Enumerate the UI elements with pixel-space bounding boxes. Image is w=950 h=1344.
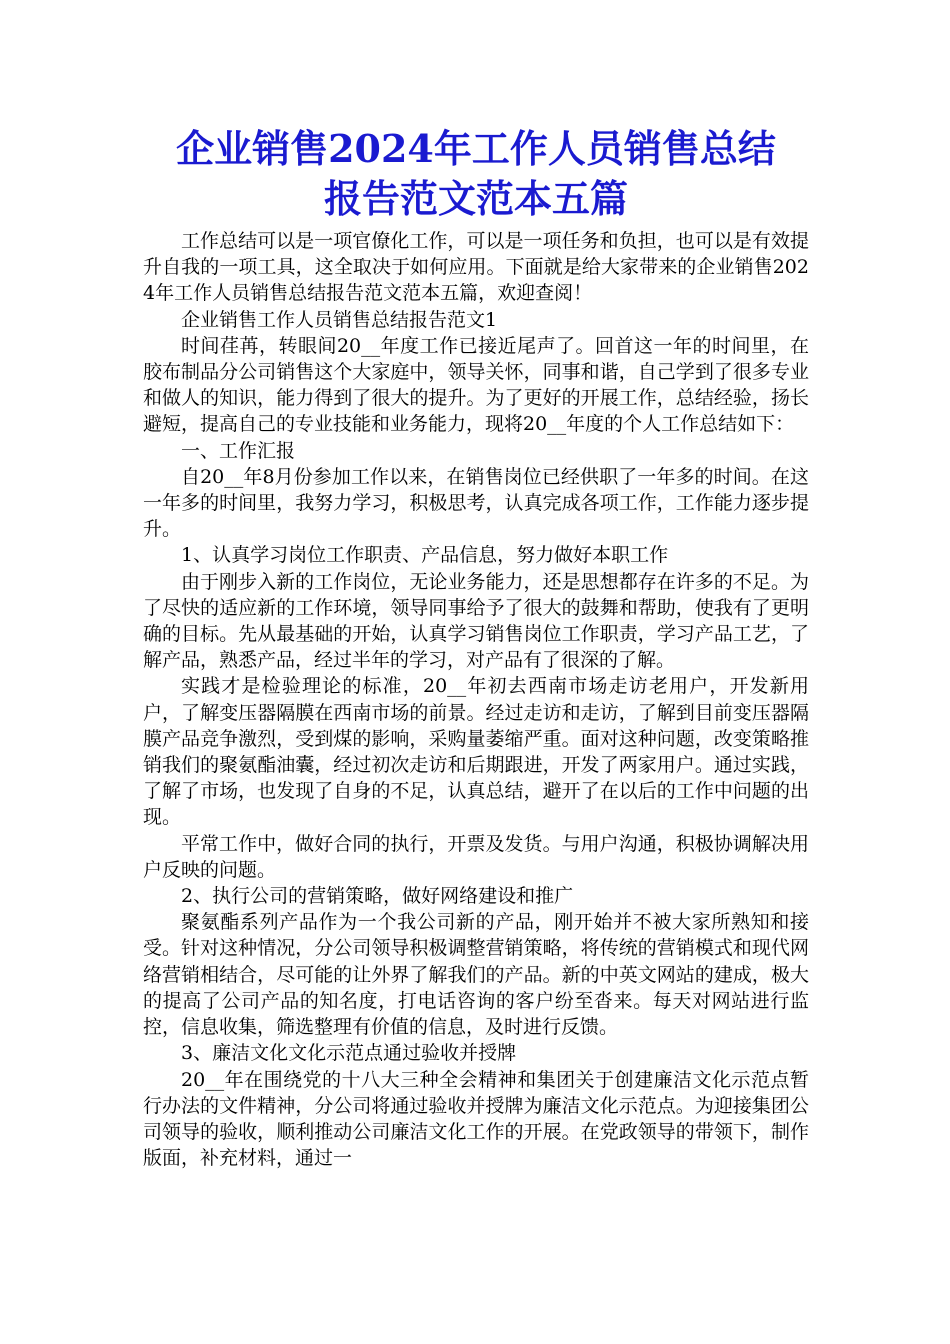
document-page: [143, 0, 809, 1171]
section-heading-fanwen-1: 企业销售工作人员销售总结报告范文1: [181, 308, 498, 331]
subsection-heading-3: 3、廉洁文化文化示范点通过验收并授牌: [181, 1042, 517, 1065]
body-paragraph: 实践才是检验理论的标准，20__年初去西南市场走访老用户，开发新用户，了解变压器隔膜在西南市场的前景。经过走访和走访，了解到目前变压器隔膜产品竞争激烈，受到煤的影响，采购量萎缩严重。面对这种问题，改变策略推销我们的聚氨酯油囊，经过初次走访和后期跟进，开发了两家用户。通过实践，了解了市场，也发现了自身的不足，认真总结，避开了在以后的工作中问题的出现。: [143, 675, 809, 829]
document-title-line-2: 报告范文范本五篇: [323, 176, 628, 221]
body-paragraph: 时间荏苒，转眼间20__年度工作已接近尾声了。回首这一年的时间里，在胶布制品分公司销售这个大家庭中，领导关怀，同事和谐，自己学到了很多专业和做人的知识，能力得到了很大的提升。为了更好的开展工作，总结经验，扬长避短，提高自己的专业技能和业务能力，现将20__年度的个人工作总结如下：: [143, 334, 809, 436]
document-title-line-1: 企业销售2024年工作人员销售总结: [176, 126, 776, 171]
body-paragraph: 自20__年8月份参加工作以来，在销售岗位已经供职了一年多的时间。在这一年多的时间里，我努力学习，积极思考，认真完成各项工作，工作能力逐步提升。: [143, 465, 809, 541]
document-title: [143, 124, 809, 224]
subsection-heading-1: 1、认真学习岗位工作职责、产品信息，努力做好本职工作: [181, 544, 669, 567]
body-paragraph: 平常工作中，做好合同的执行，开票及发货。与用户沟通，积极协调解决用户反映的问题。: [143, 832, 809, 881]
intro-paragraph: 工作总结可以是一项官僚化工作，可以是一项任务和负担，也可以是有效提升自我的一项工具，这全取决于如何应用。下面就是给大家带来的企业销售2024年工作人员销售总结报告范文范本五篇，欢迎查阅！: [143, 230, 809, 305]
body-paragraph: 20__年在围绕党的十八大三种全会精神和集团关于创建廉洁文化示范点暂行办法的文件精神，分公司将通过验收并授牌为廉洁文化示范点。为迎接集团公司领导的验收，顺利推动公司廉洁文化工作的开展。在党政领导的带领下，制作版面，补充材料，通过一: [143, 1068, 809, 1170]
body-paragraph: 聚氨酯系列产品作为一个我公司新的产品，刚开始并不被大家所熟知和接受。针对这种情况，分公司领导积极调整营销策略，将传统的营销模式和现代网络营销相结合，尽可能的让外界了解我们的产品。新的中英文网站的建成，极大的提高了公司产品的知名度，打电话咨询的客户纷至沓来。每天对网站进行监控，信息收集，筛选整理有价值的信息，及时进行反馈。: [143, 911, 809, 1039]
body-paragraph: 由于刚步入新的工作岗位，无论业务能力，还是思想都存在许多的不足。为了尽快的适应新的工作环境，领导同事给予了很大的鼓舞和帮助，使我有了更明确的目标。先从最基础的开始，认真学习销售岗位工作职责，学习产品工艺，了解产品，熟悉产品，经过半年的学习，对产品有了很深的了解。: [143, 570, 809, 672]
subsection-heading-2: 2、执行公司的营销策略，做好网络建设和推广: [181, 885, 574, 908]
section-heading-work-report: 一、工作汇报: [181, 439, 296, 462]
document-body: [143, 228, 809, 1171]
